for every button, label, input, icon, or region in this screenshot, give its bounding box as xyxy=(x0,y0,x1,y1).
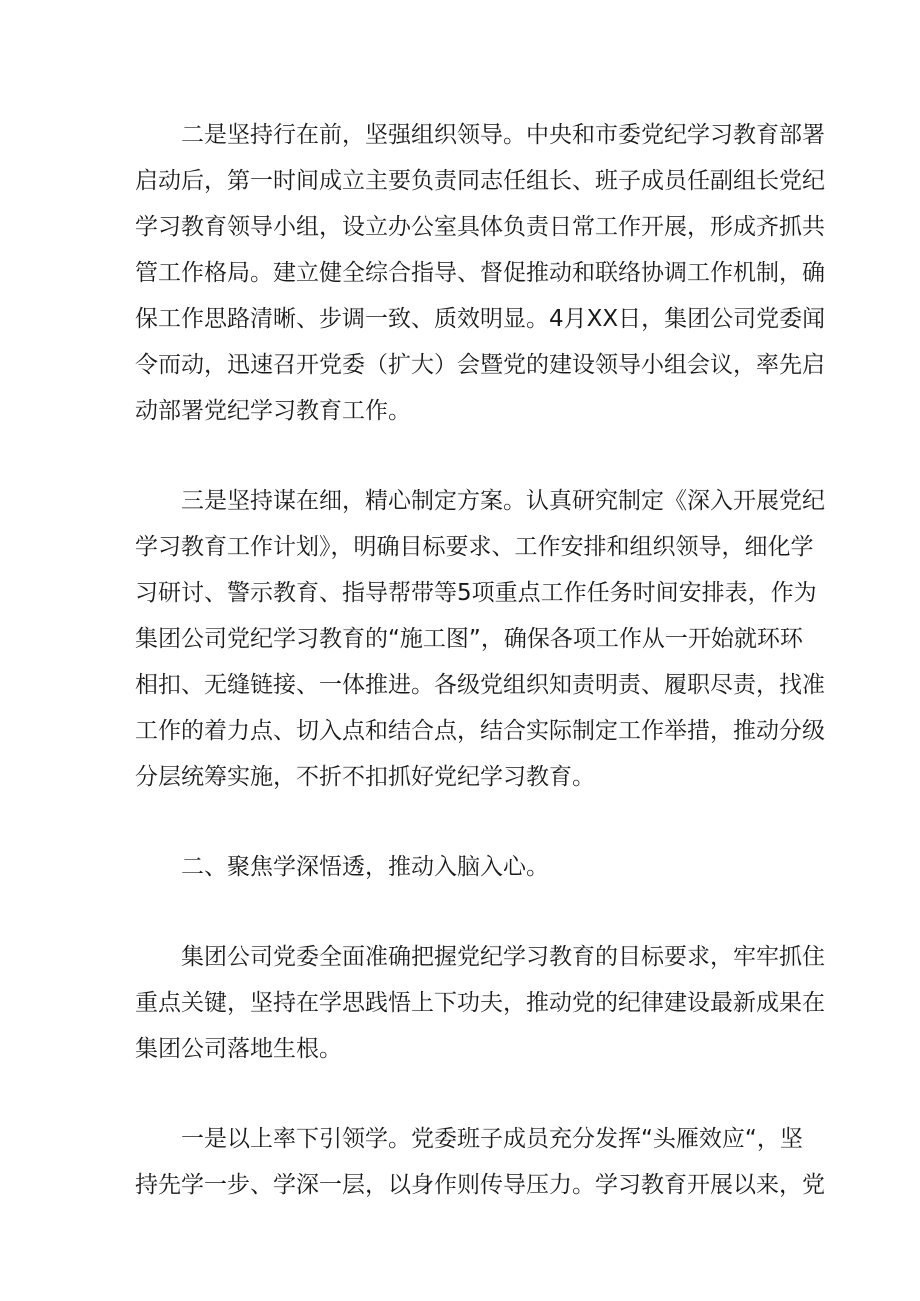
text-line: 管工作格局。建立健全综合指导、督促推动和联络协调工作机制，确 xyxy=(135,260,825,286)
text-line: 持先学一步、学深一层，以身作则传导压力。学习教育开展以来，党 xyxy=(135,1172,825,1198)
text-line: 动部署党纪学习教育工作。 xyxy=(135,398,411,424)
text-line: 启动后，第一时间成立主要负责同志任组长、班子成员任副组长党纪 xyxy=(135,168,825,194)
heading-line: 二、聚焦学深悟透，推动入脑入心。 xyxy=(181,854,549,880)
text-line: 令而动，迅速召开党委（扩大）会暨党的建设领导小组会议，率先启 xyxy=(135,352,825,378)
paragraph-lead-by-example xyxy=(135,1116,825,1208)
paragraph-organization-leadership xyxy=(135,112,826,434)
text-line: 保工作思路清晰、步调一致、质效明显。4月XX日，集团公司党委闻 xyxy=(135,306,826,332)
paragraph-plan-formulation xyxy=(135,478,825,800)
text-line: 二是坚持行在前，坚强组织领导。中央和市委党纪学习教育部署 xyxy=(181,122,825,148)
text-line: 三是坚持谋在细，精心制定方案。认真研究制定《深入开展党纪 xyxy=(181,488,825,514)
text-line: 工作的着力点、切入点和结合点，结合实际制定工作举措，推动分级 xyxy=(135,718,825,744)
text-line: 一是以上率下引领学。党委班子成员充分发挥“头雁效应“，坚 xyxy=(181,1126,803,1152)
document-body xyxy=(135,112,826,1208)
text-line: 分层统筹实施，不折不扣抓好党纪学习教育。 xyxy=(135,764,595,790)
text-line: 学习教育领导小组，设立办公室具体负责日常工作开展，形成齐抓共 xyxy=(135,214,825,240)
text-line: 重点关键，坚持在学思践悟上下功夫，推动党的纪律建设最新成果在 xyxy=(135,990,825,1016)
text-line: 集团公司党委全面准确把握党纪学习教育的目标要求，牢牢抓住 xyxy=(181,944,825,970)
text-line: 相扣、无缝链接、一体推进。各级党组织知责明责、履职尽责，找准 xyxy=(135,672,825,698)
paragraph-study-focus xyxy=(135,934,825,1072)
text-line: 习研讨、警示教育、指导帮带等5项重点工作任务时间安排表，作为 xyxy=(135,580,817,606)
text-line: 学习教育工作计划》，明确目标要求、工作安排和组织领导，细化学 xyxy=(135,534,814,560)
section-heading xyxy=(135,844,787,890)
text-line: 集团公司落地生根。 xyxy=(135,1036,342,1062)
text-line: 集团公司党纪学习教育的“施工图”，确保各项工作从一开始就环环 xyxy=(135,626,803,652)
